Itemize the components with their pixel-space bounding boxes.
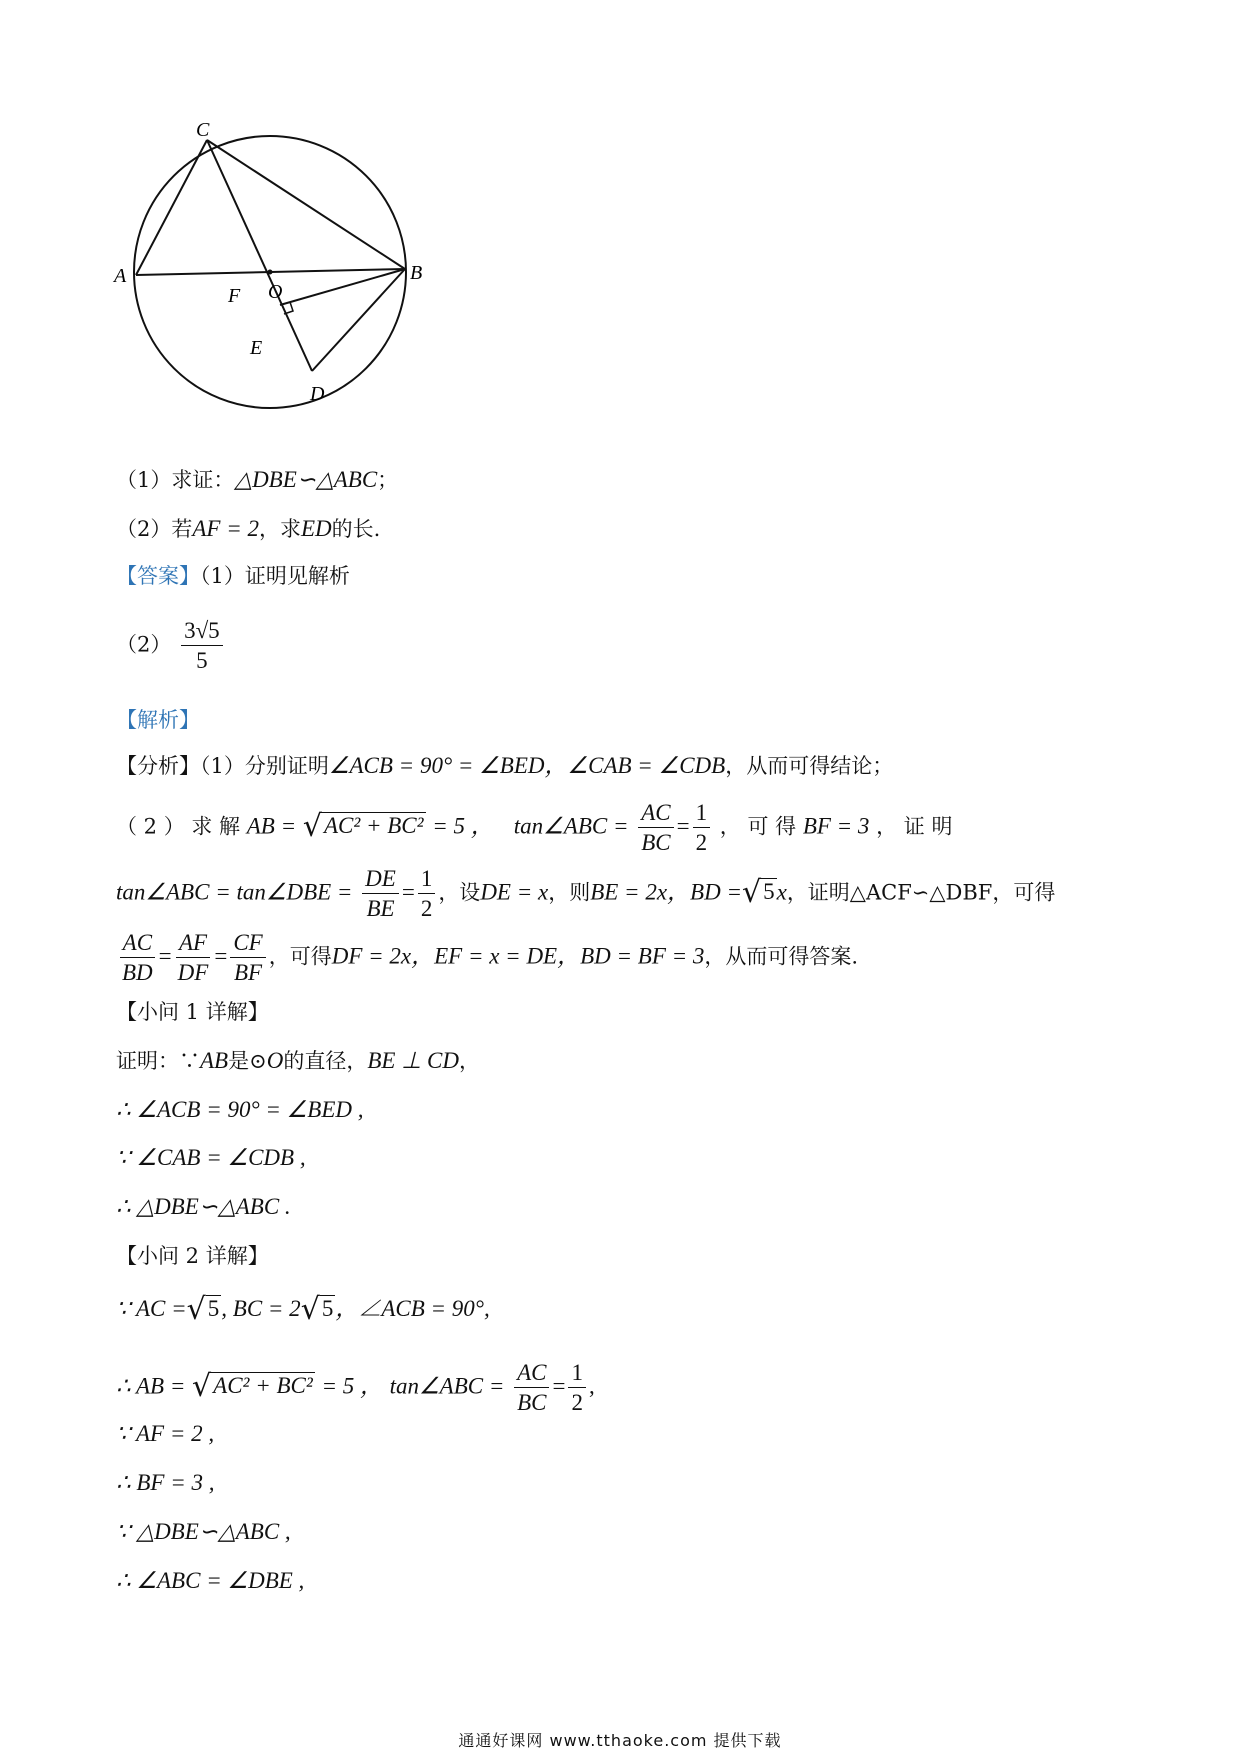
answer-line-1: 【答案】（1）证明见解析 [116,564,350,588]
segment-be [280,269,405,305]
answer-tag: 【答案】 [116,564,200,588]
sub2-line-6: ∴ ∠ABC = ∠DBE , [116,1568,305,1593]
analysis-line-4: $\frac{AC}{BD}$ = $\frac{AF}{DF}$ = $\frac{CF}{BF}$ ，可得DF = 2x，EF = x = DE，BD = BF = 3，从而可得答案. [116,930,1130,986]
sub1-line-2: ∴ ∠ACB = 90° = ∠BED , [116,1097,364,1122]
label-e: E [250,337,263,359]
sub2-line-1: ∵ AC =√5, BC = 2√5，∠ACB = 90°, [116,1292,490,1327]
question-2: （2）若AF = 2，求ED的长. [116,516,381,541]
page-footer: 通通好课网 www.tthaoke.com 提供下载 [458,1731,782,1750]
sub2-line-3: ∵ AF = 2 , [116,1421,215,1446]
label-d: D [310,383,325,405]
analysis-line-2: （ 2 ） 求 解 AB = √AC² + BC² = 5 ， tan∠ABC = $\frac{AC}{BC}$ = $\frac{1}{2}$ ， 可 得 BF = 3 ， 证 明 [116,800,953,856]
geometry-figure [110,118,470,438]
label-a: A [114,265,127,287]
sub1-line-3: ∵ ∠CAB = ∠CDB , [116,1145,306,1170]
center-point [268,270,273,275]
analysis-tag: 【解析】 [116,708,200,732]
sub2-line-2: ∴ AB = √AC² + BC² = 5 ， tan∠ABC = $\frac{AC}{BC}$ = $\frac{1}{2}$ , [116,1360,595,1416]
sub2-line-5: ∵ △DBE∽△ABC , [116,1519,291,1544]
analysis-tag-line [116,705,1130,735]
label-f: F [228,285,241,307]
segment-bd [312,269,405,371]
sub1-tag: 【小问 1 详解】 [116,1000,269,1024]
segment-ac [136,140,207,275]
analysis-line-1: 【分析】（1）分别证明∠ACB = 90° = ∠BED，∠CAB = ∠CDB，从而可得结论； [116,753,894,778]
analysis-line-3: tan∠ABC = tan∠DBE = $\frac{DE}{BE}$ = $\frac{1}{2}$ ，设DE = x，则BE = 2x，BD =√5x，证明△ACF∽△DBF，可得 [116,866,1056,922]
question-1: （1）求证：△DBE∽△ABC； [116,467,399,492]
answer-fraction: $\frac{3√5}{5}$ [181,618,223,674]
sub2-line-4: ∴ BF = 3 , [116,1470,215,1495]
sub2-tag: 【小问 2 详解】 [116,1244,269,1268]
sub1-line-1: 证明：∵AB是⊙O的直径，BE ⊥ CD， [116,1048,480,1073]
label-c: C [196,119,210,141]
answer-line-2: （2） $\frac{3√5}{5}$ [116,618,1130,674]
sub1-line-4: ∴ △DBE∽△ABC . [116,1194,291,1219]
label-o: O [268,281,283,303]
label-b: B [410,262,423,284]
